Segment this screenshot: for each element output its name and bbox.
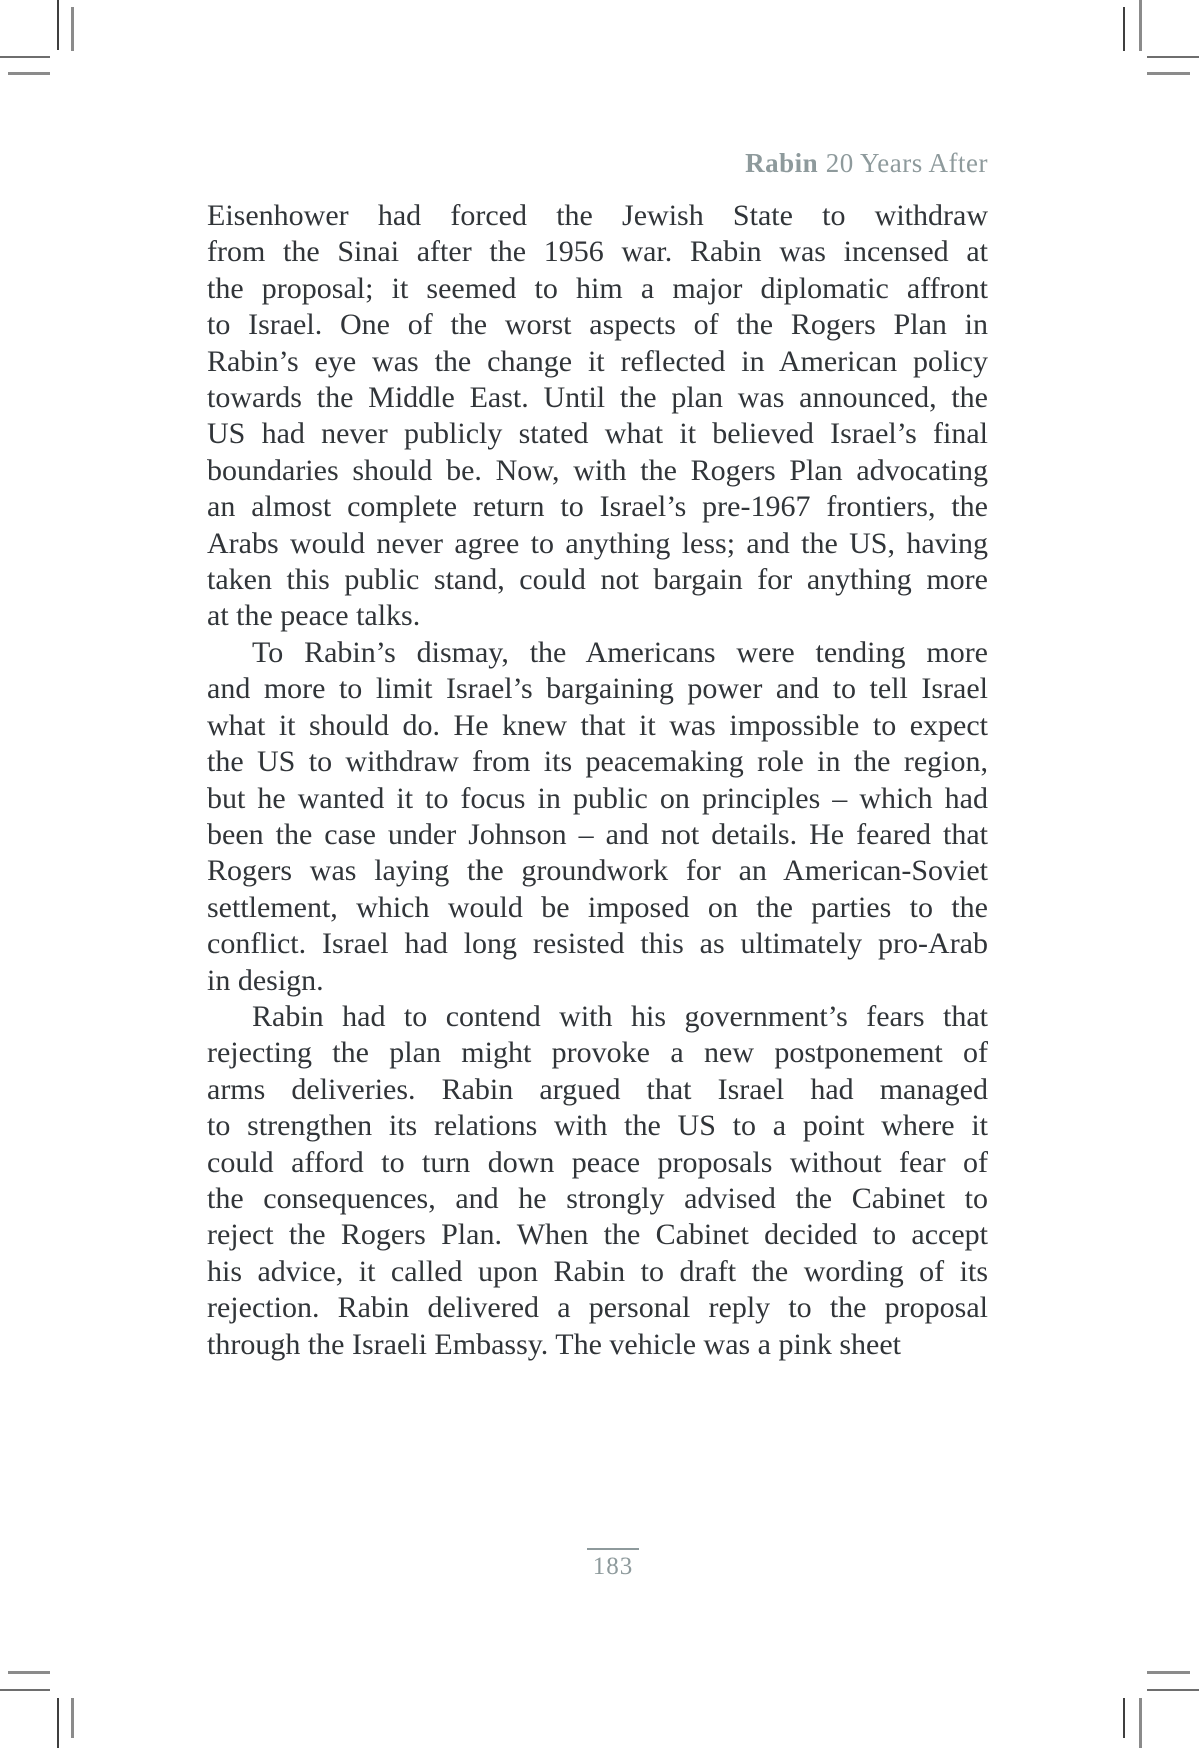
text-line: Eisenhower had forced the Jewish State to withdraw <box>207 199 988 232</box>
text-line: an almost complete return to Israel’s pre-1967 frontiers, the <box>207 490 988 524</box>
text-line: and more to limit Israel’s bargaining power and to tell Israel <box>207 672 988 706</box>
text-line: been the case under Johnson – and not details. He feared that <box>207 817 988 851</box>
crop-mark <box>1139 0 1142 51</box>
text-line: from the Sinai after the 1956 war. Rabin was incensed at <box>207 235 988 269</box>
text-line: the proposal; it seemed to him a major diplomatic affront <box>207 271 988 305</box>
text-line: boundaries should be. Now, with the Rogers Plan advocating <box>207 453 988 487</box>
text-line: the US to withdraw from its peacemaking role in the region, <box>207 745 988 779</box>
text-line: taken this public stand, could not bargain for anything more <box>207 563 988 597</box>
text-line: rejection. Rabin delivered a personal reply to the proposal <box>207 1291 988 1325</box>
paragraph <box>207 635 988 999</box>
crop-mark <box>1123 7 1125 51</box>
running-header-title: Rabin <box>745 148 819 178</box>
crop-mark <box>71 1698 74 1738</box>
text-line: conflict. Israel had long resisted this as ultimately pro-Arab <box>207 927 988 961</box>
crop-mark <box>8 72 50 75</box>
running-header <box>207 148 988 179</box>
body-text <box>207 198 988 1363</box>
text-line: Rabin’s eye was the change it reflected in American policy <box>207 344 988 378</box>
text-line: rejecting the plan might provoke a new postponement of <box>207 1036 988 1070</box>
text-line: to strengthen its relations with the US to a point where it <box>207 1109 988 1143</box>
text-line: settlement, which would be imposed on the parties to the <box>207 890 988 924</box>
crop-mark <box>71 7 74 51</box>
text-line: through the Israeli Embassy. The vehicle was a pink sheet <box>207 1327 901 1361</box>
crop-mark <box>0 56 50 58</box>
text-line: To Rabin’s dismay, the Americans were tending more <box>252 635 988 669</box>
crop-mark <box>1123 1698 1125 1738</box>
text-line: the consequences, and he strongly advised the Cabinet to <box>207 1181 988 1215</box>
text-line: could afford to turn down peace proposals without fear of <box>207 1145 988 1179</box>
text-line: Rogers was laying the groundwork for an American-Soviet <box>207 854 988 888</box>
text-line: at the peace talks. <box>207 599 421 633</box>
text-line: what it should do. He knew that it was impossible to expect <box>207 708 988 742</box>
running-header-subtitle: 20 Years After <box>825 148 988 178</box>
crop-mark <box>57 0 59 50</box>
folio-rule <box>587 1548 639 1550</box>
crop-mark <box>1139 1698 1142 1748</box>
text-line: arms deliveries. Rabin argued that Israel had managed <box>207 1072 988 1106</box>
text-line: his advice, it called upon Rabin to draft the wording of its <box>207 1254 988 1288</box>
text-line: Rabin had to contend with his government’s fears that <box>252 999 988 1033</box>
paragraph <box>207 999 988 1363</box>
text-line: reject the Rogers Plan. When the Cabinet decided to accept <box>207 1218 988 1252</box>
text-line: to Israel. One of the worst aspects of the Rogers Plan in <box>207 308 988 342</box>
crop-mark <box>1147 56 1199 58</box>
text-line: towards the Middle East. Until the plan was announced, the <box>207 381 988 415</box>
text-line: US had never publicly stated what it believed Israel’s final <box>207 417 988 451</box>
page-number: 183 <box>592 1553 634 1580</box>
crop-mark <box>57 1698 59 1748</box>
text-line: Arabs would never agree to anything less; and the US, having <box>207 526 988 560</box>
crop-mark <box>1147 1689 1199 1691</box>
crop-mark <box>0 1689 50 1691</box>
page-footer <box>563 1548 663 1581</box>
crop-mark <box>1147 72 1190 75</box>
text-line: in design. <box>207 963 324 997</box>
crop-mark <box>1147 1671 1190 1674</box>
paragraph <box>207 198 988 635</box>
crop-mark <box>8 1671 50 1674</box>
text-line: but he wanted it to focus in public on principles – which had <box>207 781 988 815</box>
